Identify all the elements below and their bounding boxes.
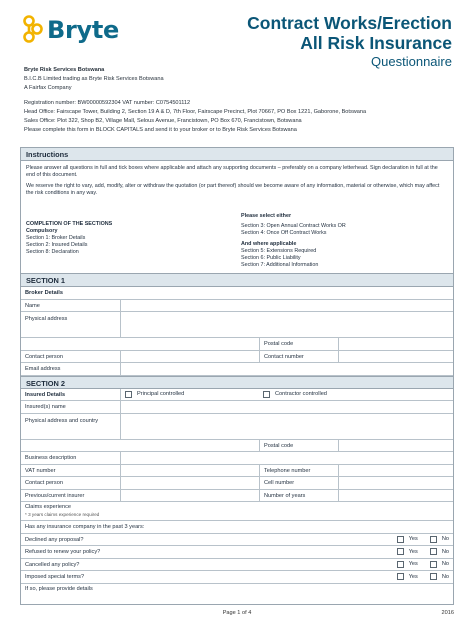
declined-no-checkbox[interactable] (430, 536, 437, 543)
claims-experience-note: * 3 years claims experience required (25, 512, 100, 517)
principal-controlled-checkbox[interactable] (125, 391, 132, 398)
broker-contact-number-field[interactable] (339, 351, 453, 363)
table-row (21, 338, 453, 351)
question-declined: Declined any proposal? (25, 536, 84, 543)
table-row (21, 465, 453, 478)
compulsory-item: Section 2: Insured Details (26, 242, 88, 248)
table-row (21, 534, 453, 547)
table-row (21, 351, 453, 364)
broker-email-field[interactable] (121, 363, 453, 375)
table-row (21, 559, 453, 572)
instructions-paragraph-2: We reserve the right to vary, add, modify, alter or withdraw the quotation (or part thereof) should we become aware of any information, material or otherwise, which may affect the risk conditions in any way. (26, 183, 440, 196)
where-applicable-label: And where applicable (241, 241, 297, 247)
telephone-number-label: Telephone number (259, 465, 339, 477)
number-of-years-label: Number of years (259, 490, 339, 502)
table-row (21, 401, 453, 414)
either-item: Section 4: Once Off Contract Works (241, 230, 327, 236)
section-1-heading: SECTION 1 (21, 274, 453, 287)
cell-number-label: Cell number (259, 477, 339, 489)
company-trading: B.I.C.B Limited trading as Bryte Risk Services Botswana (24, 76, 164, 82)
insured-address-field[interactable] (121, 414, 453, 439)
insured-contact-person-field[interactable] (121, 477, 259, 489)
special-terms-yes-checkbox[interactable] (397, 573, 404, 580)
refused-yes-checkbox[interactable] (397, 548, 404, 555)
cancelled-no-checkbox[interactable] (430, 561, 437, 568)
no-label: No (441, 536, 449, 542)
applicable-item: Section 6: Public Liability (241, 255, 301, 261)
document-title (247, 13, 452, 70)
previous-insurer-field[interactable] (121, 490, 259, 502)
broker-address-label: Physical address (21, 312, 121, 337)
insured-name-label: Insured(s) name (21, 401, 121, 413)
compulsory-item: Section 1: Broker Details (26, 235, 86, 241)
insured-address-label: Physical address and country (21, 414, 121, 439)
bryte-logo (22, 15, 119, 45)
either-item: Section 3: Open Annual Contract Works OR (241, 223, 346, 229)
title-line-2: All Risk Insurance (300, 33, 452, 53)
completion-heading: COMPLETION OF THE SECTIONS (26, 221, 113, 227)
insured-name-field[interactable] (121, 401, 453, 413)
yes-label: Yes (408, 536, 418, 542)
questionnaire-form (20, 147, 454, 605)
instructions-body (21, 161, 453, 274)
table-row (21, 477, 453, 490)
details-field[interactable] (21, 584, 453, 604)
yes-label: Yes (408, 561, 418, 567)
table-row (21, 546, 453, 559)
insured-postal-code-field[interactable] (339, 440, 453, 452)
vat-number-field[interactable] (121, 465, 259, 477)
compulsory-label: Compulsory (26, 228, 58, 234)
contractor-controlled-label: Contractor controlled (275, 391, 327, 397)
select-either-label: Please select either (241, 213, 292, 219)
insured-postal-code-label: Postal code (259, 440, 339, 452)
question-cancelled: Cancelled any policy? (25, 561, 80, 568)
document-year: 2016 (441, 610, 454, 616)
table-row (21, 521, 453, 534)
applicable-item: Section 7: Additional Information (241, 262, 319, 268)
section-2-heading: SECTION 2 (21, 376, 453, 389)
table-row (21, 502, 453, 521)
applicable-item: Section 5: Extensions Required (241, 248, 317, 254)
broker-contact-person-field[interactable] (121, 351, 259, 363)
question-special-terms: Imposed special terms? (25, 574, 85, 580)
company-registration: Registration number: BW00000592304 VAT number: C0754501112 (24, 100, 191, 106)
contractor-controlled-checkbox[interactable] (263, 391, 270, 398)
no-label: No (441, 573, 449, 580)
special-terms-no-checkbox[interactable] (430, 573, 437, 580)
brand-name: Bryte (47, 16, 120, 44)
broker-postal-code-field[interactable] (339, 338, 453, 350)
company-info (24, 66, 454, 135)
insurance-history-question: Has any insurance company in the past 3 years: (25, 524, 145, 530)
company-name: Bryte Risk Services Botswana (24, 67, 105, 73)
compulsory-column (26, 221, 112, 256)
table-row (21, 363, 453, 376)
instructions-paragraph-1: Please answer all questions in full and tick boxes where applicable and attach any supporting documents – preferably on a company letterhead. Sign declaration in full at the end of this document. (26, 165, 438, 178)
insured-details-row (21, 389, 453, 402)
title-line-1: Contract Works/Erection (247, 13, 452, 33)
no-label: No (441, 561, 449, 567)
vat-number-label: VAT number (21, 465, 121, 477)
broker-address-field[interactable] (121, 312, 453, 337)
select-column (241, 213, 346, 269)
principal-controlled-label: Principal controlled (137, 391, 185, 397)
yes-label: Yes (408, 573, 418, 580)
table-row (21, 312, 453, 338)
table-row (21, 414, 453, 440)
company-group: A Fairfax Company (24, 85, 72, 91)
page-number: Page 1 of 4 (222, 610, 252, 616)
business-description-field[interactable] (121, 452, 453, 464)
insured-details-label: Insured Details (21, 389, 121, 401)
broker-contact-person-label: Contact person (21, 351, 121, 363)
company-instruction: Please complete this form in BLOCK CAPITALS and send it to your broker or to Bryte Risk Services Botswana (24, 127, 297, 133)
business-description-label: Business description (21, 452, 121, 464)
claims-experience-label: Claims experience (25, 504, 72, 510)
title-line-3: Questionnaire (371, 54, 452, 69)
table-row (21, 440, 453, 453)
broker-name-field[interactable] (121, 300, 453, 312)
previous-insurer-label: Previous/current insurer (21, 490, 121, 502)
broker-details-label: Broker Details (25, 290, 63, 296)
telephone-number-field[interactable] (339, 465, 453, 477)
cell-number-field[interactable] (339, 477, 453, 489)
instructions-heading: Instructions (21, 148, 453, 161)
cancelled-yes-checkbox[interactable] (397, 561, 404, 568)
no-label: No (441, 548, 449, 555)
compulsory-item: Section 8: Declaration (26, 249, 79, 255)
number-of-years-field[interactable] (339, 490, 453, 502)
question-refused: Refused to renew your policy? (25, 549, 101, 555)
insured-contact-person-label: Contact person (21, 477, 121, 489)
refused-no-checkbox[interactable] (430, 548, 437, 555)
table-row (21, 571, 453, 584)
company-sales-office: Sales Office: Plot 322, Shop B2, Village Mall, Selous Avenue, Francistown, PO Box 670, Francistown, Botswana (24, 118, 302, 124)
table-row (21, 452, 453, 465)
company-head-office: Head Office: Fairscape Tower, Building 2, Section 19 A & D, 7th Floor, Fairscape Precinct, Plot 70667, PO Box 1221, Gaborone, Botswana (24, 109, 367, 115)
broker-email-label: Email address (21, 363, 121, 375)
table-row (21, 300, 453, 313)
bryte-mark-icon (22, 15, 44, 45)
table-row (21, 584, 453, 604)
table-row (21, 490, 453, 503)
declined-yes-checkbox[interactable] (397, 536, 404, 543)
broker-details-row (21, 287, 453, 300)
broker-postal-code-label: Postal code (259, 338, 339, 350)
broker-name-label: Name (21, 300, 121, 312)
details-label: If so, please provide details (25, 585, 93, 592)
yes-label: Yes (408, 548, 418, 555)
broker-contact-number-label: Contact number (259, 351, 339, 363)
